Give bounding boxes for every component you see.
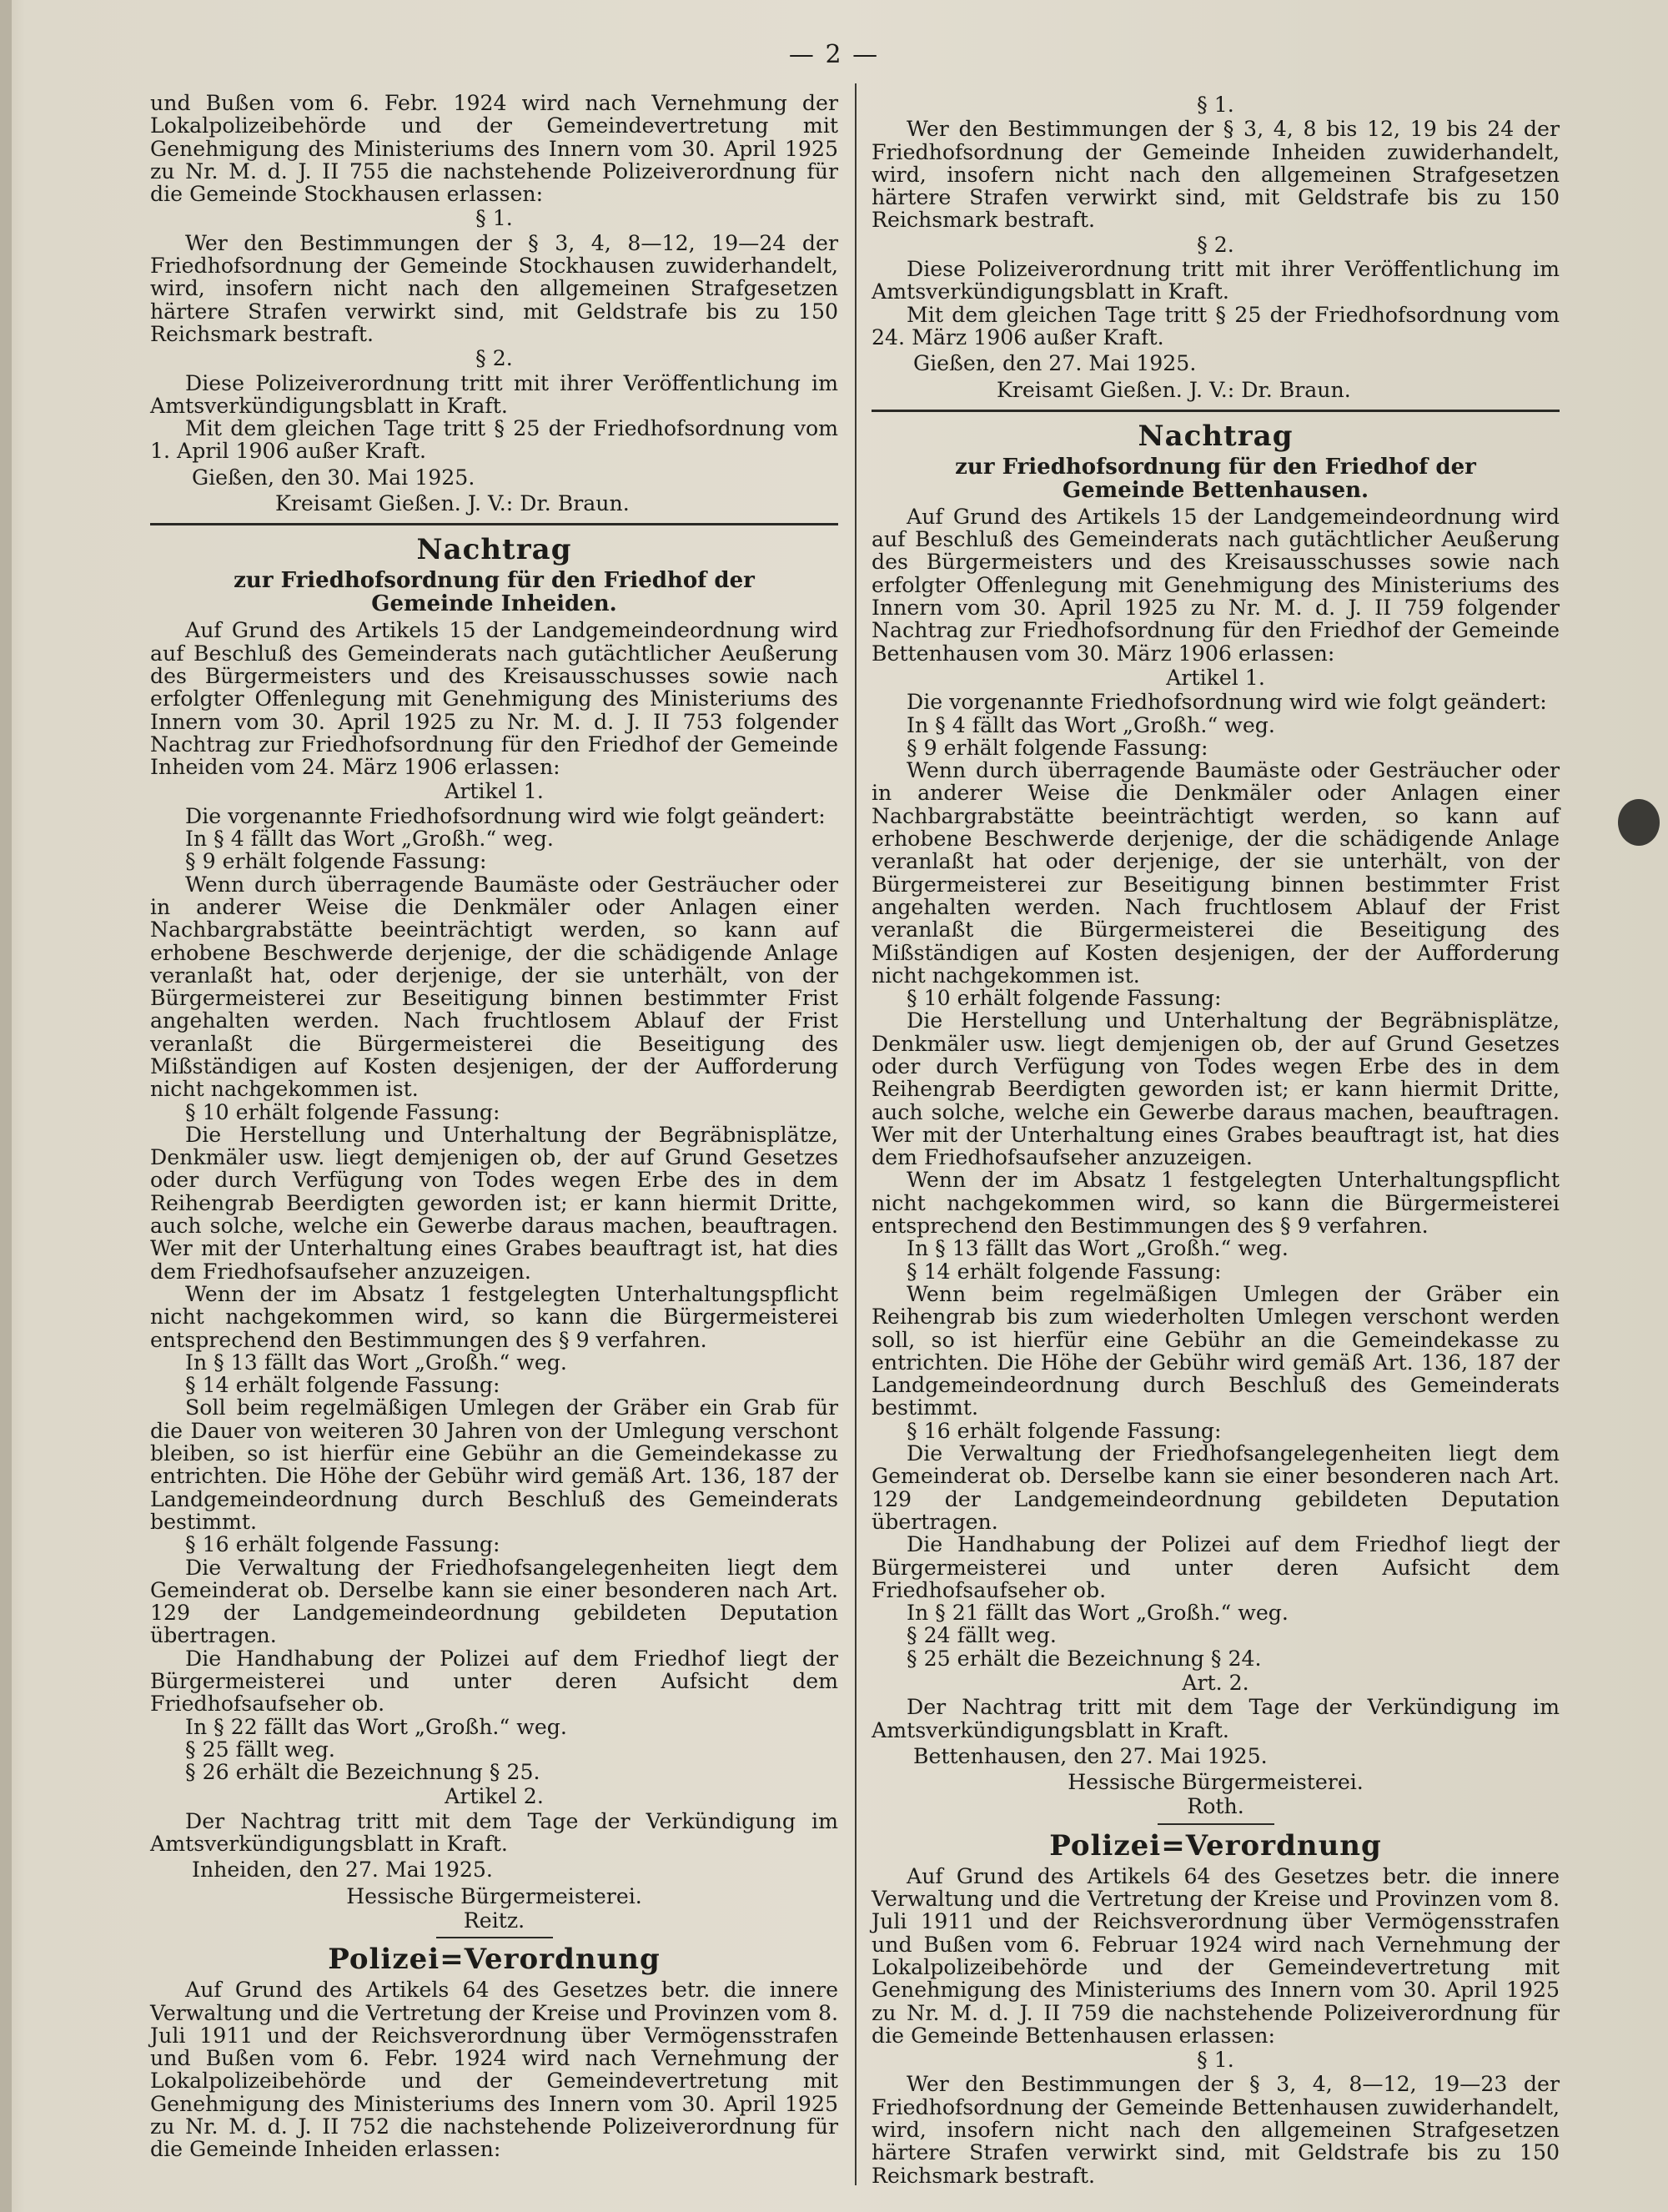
article-title: Polizei=Verordnung (328, 1943, 661, 1977)
paragraph: Die Handhabung der Polizei auf dem Friedhof liegt der Bürgermeisterei und unter deren Aufsicht dem Friedhofsaufseher ob. (150, 1646, 838, 1717)
article-heading: Artikel 1. (1166, 665, 1265, 690)
paragraph: Wer den Bestimmungen der § 3, 4, 8—12, 19—23 der Friedhofsordnung der Gemeinde Bettenhausen zuwiderhandelt, wird, insofern nicht nach den allgemeinen Strafgesetzen härtere Strafen verwirkt sind, mit Geldstrafe bis zu 150 Reichsmark bestraft. (872, 2072, 1560, 2188)
paragraph: Mit dem gleichen Tage tritt § 25 der Friedhofsordnung vom 24. März 1906 außer Kraft. (872, 302, 1560, 349)
paragraph: Die vorgenannte Friedhofsordnung wird wie folgt geändert: (907, 690, 1547, 715)
paragraph: Wenn beim regelmäßigen Umlegen der Gräber ein Reihengrab bis zum wiederholten Umlegen verschont werden soll, so ist hierfür eine Gebühr an die Gemeindekasse zu entrichten. Die Höhe der Gebühr wird gemäß Art. 136, 187 der Landgemeindeordnung durch Beschluß des Gemeinderats bestimmt. (872, 1281, 1560, 1420)
signature: Kreisamt Gießen. J. V.: Dr. Braun. (275, 491, 630, 516)
article-subtitle: zur Friedhofsordnung für den Friedhof der Gemeinde Inheiden. (234, 568, 755, 617)
section-heading: § 1. (475, 206, 513, 231)
paragraph: Der Nachtrag tritt mit dem Tage der Verkündigung im Amtsverkündigungsblatt in Kraft. (150, 1808, 838, 1857)
paragraph: § 14 erhält folgende Fassung: (185, 1373, 500, 1398)
paragraph: In § 21 fällt das Wort „Großh.“ weg. (907, 1601, 1289, 1626)
paragraph: § 25 fällt weg. (185, 1737, 335, 1762)
signature-office: Hessische Bürgermeisterei. (1068, 1770, 1364, 1795)
signature: Kreisamt Gießen. J. V.: Dr. Braun. (997, 377, 1351, 402)
article-subtitle: zur Friedhofsordnung für den Friedhof der Gemeinde Bettenhausen. (955, 454, 1476, 503)
article-heading: Artikel 2. (445, 1784, 544, 1809)
signature-name: Reitz. (463, 1908, 525, 1933)
section-heading: § 2. (475, 346, 513, 371)
article-title: Nachtrag (1138, 419, 1294, 453)
separator-rule (150, 523, 838, 525)
paragraph: § 25 erhält die Bezeichnung § 24. (907, 1646, 1262, 1671)
paragraph: § 26 erhält die Bezeichnung § 25. (185, 1760, 540, 1785)
dateline: Inheiden, den 27. Mai 1925. (192, 1858, 493, 1883)
paragraph: § 24 fällt weg. (907, 1623, 1057, 1648)
paragraph: Mit dem gleichen Tage tritt § 25 der Friedhofsordnung vom 1. April 1906 außer Kraft. (150, 416, 838, 464)
paragraph: In § 13 fällt das Wort „Großh.“ weg. (185, 1350, 567, 1375)
paragraph: § 9 erhält folgende Fassung: (185, 849, 487, 874)
paragraph: Die Herstellung und Unterhaltung der Begräbnisplätze, Denkmäler usw. liegt demjenigen ob, der auf Grund Gesetzes oder durch Verfügung von Todes wegen Erbe des in dem Reihengrab Beerdigten geworden ist; er kann hiermit Dritte, auch solche, welche ein Gewerbe daraus machen, beauftragen. Wer mit der Unterhaltung eines Grabes beauftragt ist, hat dies dem Friedhofsaufseher anzuzeigen. (872, 1008, 1560, 1170)
signature-office: Hessische Bürgermeisterei. (346, 1883, 642, 1908)
paragraph: Die Herstellung und Unterhaltung der Begräbnisplätze, Denkmäler usw. liegt demjenigen ob, der auf Grund Gesetzes oder durch Verfügung von Todes wegen Erbe des in dem Reihengrab Beerdigten geworden ist; er kann hiermit Dritte, auch solche, welche ein Gewerbe daraus machen, beauftragen. Wer mit der Unterhaltung eines Grabes beauftragt ist, hat dies dem Friedhofsaufseher anzuzeigen. (150, 1122, 838, 1284)
paragraph: Auf Grund des Artikels 64 des Gesetzes betr. die innere Verwaltung und die Vertretung der Kreise und Provinzen vom 8. Juli 1911 und der Reichsverordnung über Vermögensstrafen und Bußen vom 6. Februar 1924 wird nach Vernehmung der Lokalpolizeibehörde und der Gemeindevertretung mit Genehmigung des Ministeriums des Innern vom 30. April 1925 zu Nr. M. d. J. II 759 die nachstehende Polizeiverordnung für die Gemeinde Bettenhausen erlassen: (872, 1863, 1560, 2048)
paragraph: Wenn der im Absatz 1 festgelegten Unterhaltungspflicht nicht nachgekommen wird, so kann die Bürgermeisterei entsprechend den Bestimmungen des § 9 verfahren. (872, 1168, 1560, 1239)
paragraph: Soll beim regelmäßigen Umlegen der Gräber ein Grab für die Dauer von weiteren 30 Jahren von der Umlegung verschont bleiben, so ist hierfür eine Gebühr an die Gemeindekasse zu entrichten. Die Höhe der Gebühr wird gemäß Art. 136, 187 der Landgemeindeordnung durch Beschluß des Gemeinderats bestimmt. (150, 1395, 838, 1534)
paragraph: Wenn durch überragende Baumäste oder Gesträucher oder in anderer Weise die Denkmäler oder Anlagen einer Nachbargrabstätte beeinträchtigt werden, so kann auf erhobene Beschwerde derjenige, der die schädigende Anlage veranlaßt hat oder derjenige, der sie unterhält, von der Bürgermeisterei zur Beseitigung binnen bestimmter Frist angehalten werden. Nach fruchtlosem Ablauf der Frist veranlaßt die Bürgermeisterei die Beseitigung des Mißständigen auf Kosten desjenigen, der der Aufforderung nicht nachgekommen ist. (872, 758, 1560, 988)
dateline: Bettenhausen, den 27. Mai 1925. (913, 1743, 1268, 1768)
paragraph: In § 4 fällt das Wort „Großh.“ weg. (907, 712, 1275, 737)
signature-name: Roth. (1187, 1794, 1244, 1819)
paragraph: In § 13 fällt das Wort „Großh.“ weg. (907, 1236, 1289, 1261)
intro-paragraph: und Bußen vom 6. Febr. 1924 wird nach Vernehmung der Lokalpolizeibehörde und der Gemeindevertretung mit Genehmigung des Ministeriums des Innern vom 30. April 1925 zu Nr. M. d. J. II 755 die nachstehende Polizeiverordnung für die Gemeinde Stockhausen erlassen: (150, 91, 838, 207)
paragraph: § 14 erhält folgende Fassung: (907, 1259, 1222, 1284)
binding-fold (0, 0, 12, 2212)
paragraph: Wer den Bestimmungen der § 3, 4, 8 bis 12, 19 bis 24 der Friedhofsordnung der Gemeinde Inheiden zuwiderhandelt, wird, insofern nicht nach den allgemeinen Strafgesetzen härtere Strafen verwirkt sind, mit Geldstrafe bis zu 150 Reichsmark bestraft. (872, 117, 1560, 233)
paragraph: § 10 erhält folgende Fassung: (907, 986, 1222, 1011)
article-title: Nachtrag (416, 533, 572, 567)
article-title: Polizei=Verordnung (1049, 1828, 1382, 1863)
left-column (150, 92, 838, 2161)
paragraph: Die vorgenannte Friedhofsordnung wird wie folgt geändert: (185, 803, 826, 828)
paragraph: Diese Polizeiverordnung tritt mit ihrer Veröffentlichung im Amtsverkündigungsblatt in Kraft. (150, 370, 838, 418)
punch-hole (1618, 799, 1660, 846)
paragraph: § 16 erhält folgende Fassung: (185, 1532, 500, 1557)
dateline: Gießen, den 27. Mai 1925. (913, 351, 1197, 376)
column-divider (855, 83, 857, 2185)
dateline: Gießen, den 30. Mai 1925. (192, 465, 475, 490)
paragraph: Wenn der im Absatz 1 festgelegten Unterhaltungspflicht nicht nachgekommen wird, so kann die Bürgermeisterei entsprechend den Bestimmungen des § 9 verfahren. (150, 1281, 838, 1352)
section-heading: § 1. (1197, 93, 1234, 117)
separator-rule (872, 410, 1560, 412)
page-number: — 2 — (788, 40, 880, 69)
article-heading: Art. 2. (1182, 1671, 1249, 1695)
article-heading: Artikel 1. (445, 779, 544, 804)
separator-rule (436, 1937, 553, 1938)
paragraph: Die Verwaltung der Friedhofsangelegenheiten liegt dem Gemeinderat ob. Derselbe kann sie einer besonderen nach Art. 129 der Landgemeindeordnung gebildeten Deputation übertragen. (872, 1441, 1560, 1534)
paragraph: Auf Grund des Artikels 15 der Landgemeindeordnung wird auf Beschluß des Gemeinderats nach gutächtlicher Aeußerung des Bürgermeisters und des Kreisausschusses sowie nach erfolgter Offenlegung mit Genehmigung des Ministeriums des Innern vom 30. April 1925 zu Nr. M. d. J. II 753 folgender Nachtrag zur Friedhofsordnung für den Friedhof der Gemeinde Inheiden vom 24. März 1906 erlassen: (150, 618, 838, 780)
paragraph: In § 22 fällt das Wort „Großh.“ weg. (185, 1714, 567, 1739)
paragraph: Wer den Bestimmungen der § 3, 4, 8—12, 19—24 der Friedhofsordnung der Gemeinde Stockhausen zuwiderhandelt, wird, insofern nicht nach den allgemeinen Strafgesetzen härtere Strafen verwirkt sind, mit Geldstrafe bis zu 150 Reichsmark bestraft. (150, 230, 838, 346)
section-heading: § 1. (1197, 2048, 1234, 2073)
paragraph: Auf Grund des Artikels 15 der Landgemeindeordnung wird auf Beschluß des Gemeinderats nach gutächtlicher Aeußerung des Bürgermeisters und des Kreisausschusses sowie nach erfolgter Offenlegung mit Genehmigung des Ministeriums des Innern vom 30. April 1925 zu Nr. M. d. J. II 759 folgender Nachtrag zur Friedhofsordnung für den Friedhof der Gemeinde Bettenhausen vom 30. März 1906 erlassen: (872, 504, 1560, 666)
paragraph: Auf Grund des Artikels 64 des Gesetzes betr. die innere Verwaltung und die Vertretung der Kreise und Provinzen vom 8. Juli 1911 und der Reichsverordnung über Vermögensstrafen und Bußen vom 6. Febr. 1924 wird nach Vernehmung der Lokalpolizeibehörde und der Gemeindevertretung mit Genehmigung des Ministeriums des Innern vom 30. April 1925 zu Nr. M. d. J. II 752 die nachstehende Polizeiverordnung für die Gemeinde Inheiden erlassen: (150, 1978, 838, 2162)
paragraph: Der Nachtrag tritt mit dem Tage der Verkündigung im Amtsverkündigungsblatt in Kraft. (872, 1695, 1560, 1742)
separator-rule (1158, 1823, 1274, 1825)
paragraph: Die Handhabung der Polizei auf dem Friedhof liegt der Bürgermeisterei und unter deren Aufsicht dem Friedhofsaufseher ob. (872, 1532, 1560, 1602)
paragraph: Die Verwaltung der Friedhofsangelegenheiten liegt dem Gemeinderat ob. Derselbe kann sie einer besonderen nach Art. 129 der Landgemeindeordnung gebildeten Deputation übertragen. (150, 1555, 838, 1648)
paragraph: Wenn durch überragende Baumäste oder Gesträucher oder in anderer Weise die Denkmäler oder Anlagen einer Nachbargrabstätte beeinträchtigt werden, so kann auf erhobene Beschwerde derjenige, der die schädigende Anlage veranlaßt hat, oder derjenige, der sie unterhält, von der Bürgermeisterei zur Beseitigung binnen bestimmter Frist angehalten werden. Nach fruchtlosem Ablauf der Frist veranlaßt die Bürgermeisterei die Beseitigung des Mißständigen auf Kosten desjenigen, der der Aufforderung nicht nachgekommen ist. (150, 872, 838, 1102)
paragraph: Diese Polizeiverordnung tritt mit ihrer Veröffentlichung im Amtsverkündigungsblatt in Kraft. (872, 257, 1560, 304)
paragraph: § 16 erhält folgende Fassung: (907, 1418, 1222, 1443)
paragraph: In § 4 fällt das Wort „Großh.“ weg. (185, 827, 554, 852)
right-column (872, 92, 1560, 2187)
section-heading: § 2. (1197, 232, 1234, 257)
paragraph: § 9 erhält folgende Fassung: (907, 735, 1208, 760)
paragraph: § 10 erhält folgende Fassung: (185, 1099, 500, 1124)
